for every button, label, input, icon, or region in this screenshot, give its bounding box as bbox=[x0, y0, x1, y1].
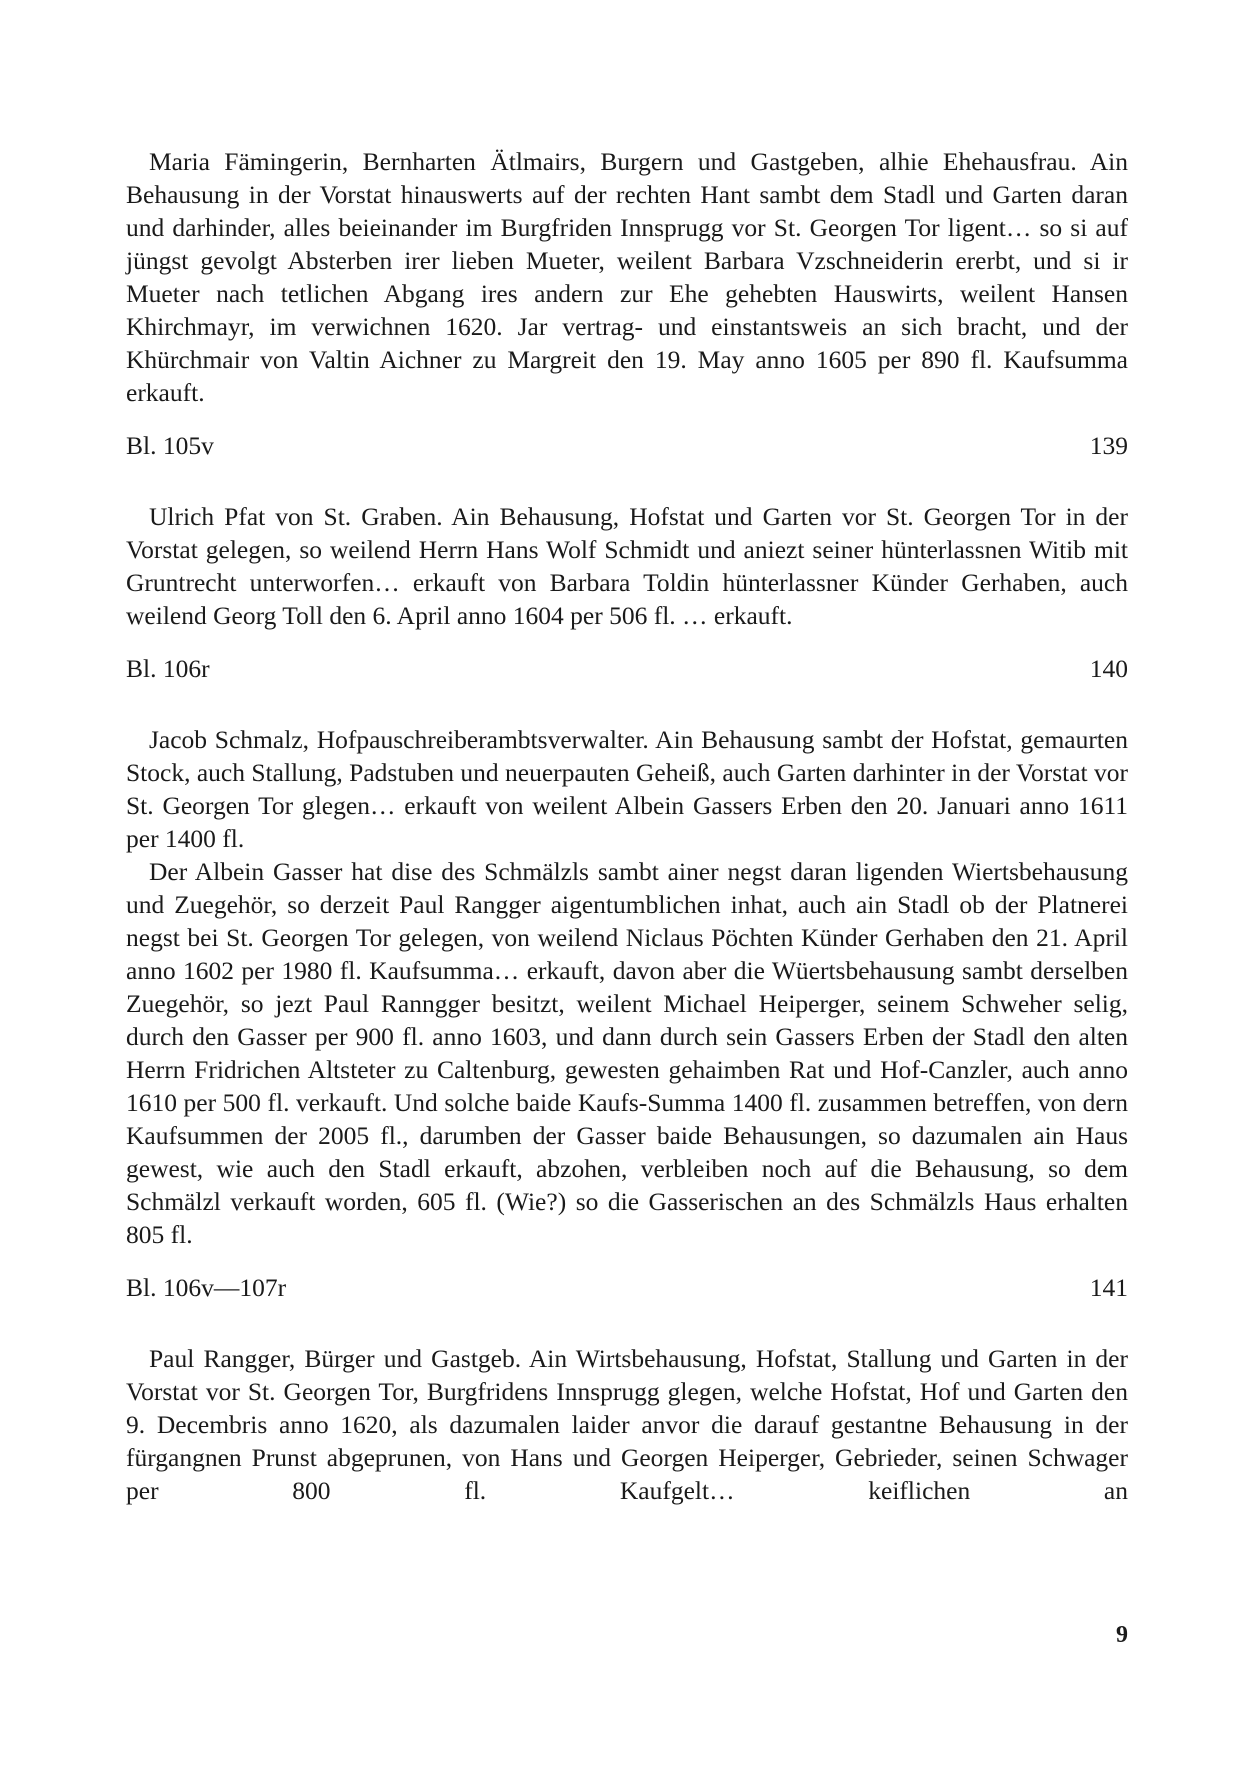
entry-number: 140 bbox=[1089, 654, 1128, 683]
entry-heading bbox=[126, 429, 1128, 462]
folio-reference: Bl. 105v bbox=[126, 431, 214, 460]
document-page bbox=[126, 145, 1128, 1507]
entry-heading bbox=[126, 1271, 1128, 1304]
entry-number: 141 bbox=[1089, 1273, 1128, 1302]
folio-reference: Bl. 106v—107r bbox=[126, 1273, 287, 1302]
entry-paragraph: Der Albein Gasser hat dise des Schmälzls sambt ainer negst daran ligenden Wiertsbehausung und Zuegehör, so derzeit Paul Rangger aigentumblichen inhat, auch ain Stadl ob der Platnerei negst bei St. Georgen Tor gelegen, von weilend Niclaus Pöchten Künder Gerhaben den 21. April anno 1602 per 1980 fl. Kaufsumma… erkauft, davon aber die Wüertsbehausung sambt derselben Zuegehör, so jezt Paul Ranngger besitzt, weilent Michael Heiperger, seinem Schweher selig, durch den Gasser per 900 fl. anno 1603, und dann durch sein Gassers Erben der Stadl den alten Herrn Fridrichen Altsteter zu Caltenburg, gewesten gehaimben Rat und Hof-Canzler, auch anno 1610 per 500 fl. verkauft. Und solche baide Kaufs-Summa 1400 fl. zusammen betreffen, von dern Kaufsummen der 2005 fl., darumben der Gasser baide Behausungen, so dazumalen ain Haus gewest, wie auch den Stadl erkauft, abzohen, verbleiben noch auf die Behausung, so dem Schmälzl verkauft worden, 605 fl. (Wie?) so die Gasserischen an des Schmälzls Haus erhalten 805 fl. bbox=[126, 857, 1128, 1249]
entry-paragraph: Ulrich Pfat von St. Graben. Ain Behausung, Hofstat und Garten vor St. Georgen Tor in der Vorstat gelegen, so weilend Herrn Hans Wolf Schmidt und aniezt seiner hünterlassnen Witib mit Gruntrecht unterworfen… erkauft von Barbara Toldin hünterlassner Künder Gerhaben, auch weilend Georg Toll den 6. April anno 1604 per 506 fl. … erkauft. bbox=[126, 502, 1128, 630]
entry-heading bbox=[126, 652, 1128, 685]
folio-reference: Bl. 106r bbox=[126, 654, 210, 683]
entry-paragraph: Maria Fämingerin, Bernharten Ätlmairs, Burgern und Gastgeben, alhie Ehehausfrau. Ain Behausung in der Vorstat hinauswerts auf der rechten Hant sambt dem Stadl und Garten daran und darhinder, alles beieinander im Burgfriden Innsprugg vor St. Georgen Tor ligent… so si auf jüngst gevolgt Absterben irer lieben Mueter, weilent Barbara Vzschneiderin ererbt, und si ir Mueter nach tetlichen Abgang ires andern zur Ehe gehebten Hauswirts, weilent Hansen Khirchmayr, im verwichnen 1620. Jar vertrag- und einstantsweis an sich bracht, und der Khürchmair von Valtin Aichner zu Margreit den 19. May anno 1605 per 890 fl. Kaufsumma erkauft. bbox=[126, 147, 1128, 407]
entry-paragraph: Jacob Schmalz, Hofpauschreiberambtsverwalter. Ain Behausung sambt der Hofstat, gemaurten Stock, auch Stallung, Padstuben und neuerpauten Geheiß, auch Garten darhinter in der Vorstat vor St. Georgen Tor glegen… erkauft von weilent Albein Gassers Erben den 20. Januari anno 1611 per 1400 fl. bbox=[126, 725, 1128, 853]
page-number: 9 bbox=[1116, 1622, 1128, 1648]
entry-paragraph: Paul Rangger, Bürger und Gastgeb. Ain Wirtsbehausung, Hofstat, Stallung und Garten in der Vorstat vor St. Georgen Tor, Burgfridens Innsprugg glegen, welche Hofstat, Hof und Garten den 9. Decembris anno 1620, als dazumalen laider anvor die darauf gestantne Behausung in der fürgangnen Prunst abgeprunen, von Hans und Georgen Heiperger, Gebrieder, seinen Schwager per 800 fl. Kaufgelt… keiflichen an bbox=[126, 1344, 1128, 1505]
entry-number: 139 bbox=[1089, 431, 1128, 460]
